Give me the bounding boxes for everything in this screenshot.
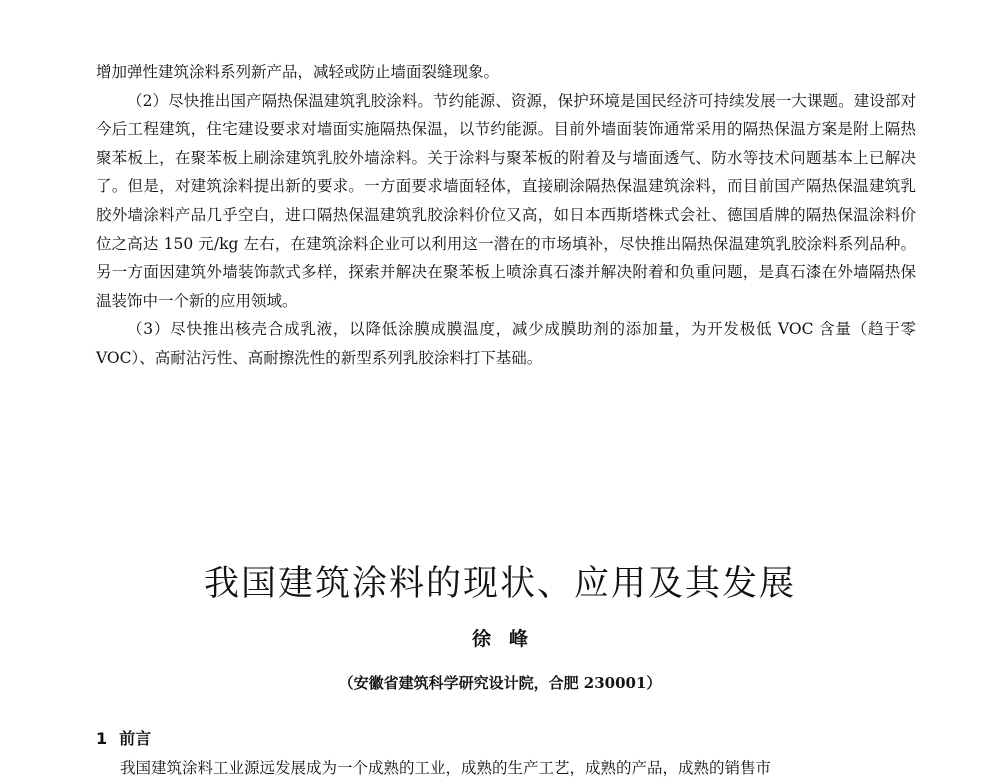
article-title: 我国建筑涂料的现状、应用及其发展 xyxy=(203,564,796,604)
section-first-line: 我国建筑涂料工业源远发展成为一个成熟的工业，成熟的生产工艺，成熟的产品，成熟的销售市 xyxy=(120,759,772,777)
section-heading xyxy=(96,726,151,749)
paragraph-continuation: 增加弹性建筑涂料系列新产品，减轻或防止墙面裂缝现象。 xyxy=(96,63,500,81)
author-affiliation: （安徽省建筑科学研究设计院，合肥 230001） xyxy=(338,674,662,692)
paragraph-item-2: （2）尽快推出国产隔热保温建筑乳胶涂料。节约能源、资源，保护环境是国民经济可持续发展一大课题。建设部对今后工程建筑，住宅建设要求对墙面实施隔热保温，以节约能源。目前外墙面装饰通常采用的隔热保温方案是附上隔热聚苯板上，在聚苯板上刷涂建筑乳胶外墙涂料。关于涂料与聚苯板的附着及与墙面透气、防水等技术问题基本上已解决了。但是，对建筑涂料提出新的要求。一方面要求墙面轻体，直接刷涂隔热保温建筑涂料，而目前国产隔热保温建筑乳胶外墙涂料产品几乎空白，进口隔热保温建筑乳胶涂料价位又高，如日本西斯塔株式会社、德国盾牌的隔热保温涂料价位之高达 150 元/kg 左右，在建筑涂料企业可以利用这一潜在的市场填补，尽快推出隔热保温建筑乳胶涂料系列品种。另一方面因建筑外墙装饰款式多样，探索并解决在聚苯板上喷涂真石漆并解决附着和负重问题，是真石漆在外墙隔热保温装饰中一个新的应用领域。 xyxy=(96,91,916,310)
paragraph-item-3: （3）尽快推出核壳合成乳液，以降低涂膜成膜温度，减少成膜助剂的添加量，为开发极低 VOC 含量（趋于零 VOC）、高耐沾污性、高耐擦洗性的新型系列乳胶涂料打下基础。 xyxy=(96,320,916,367)
body-text xyxy=(96,58,916,373)
section-title: 前言 xyxy=(119,729,152,748)
section-number: 1 xyxy=(96,729,108,748)
author-name: 徐峰 xyxy=(471,628,546,650)
